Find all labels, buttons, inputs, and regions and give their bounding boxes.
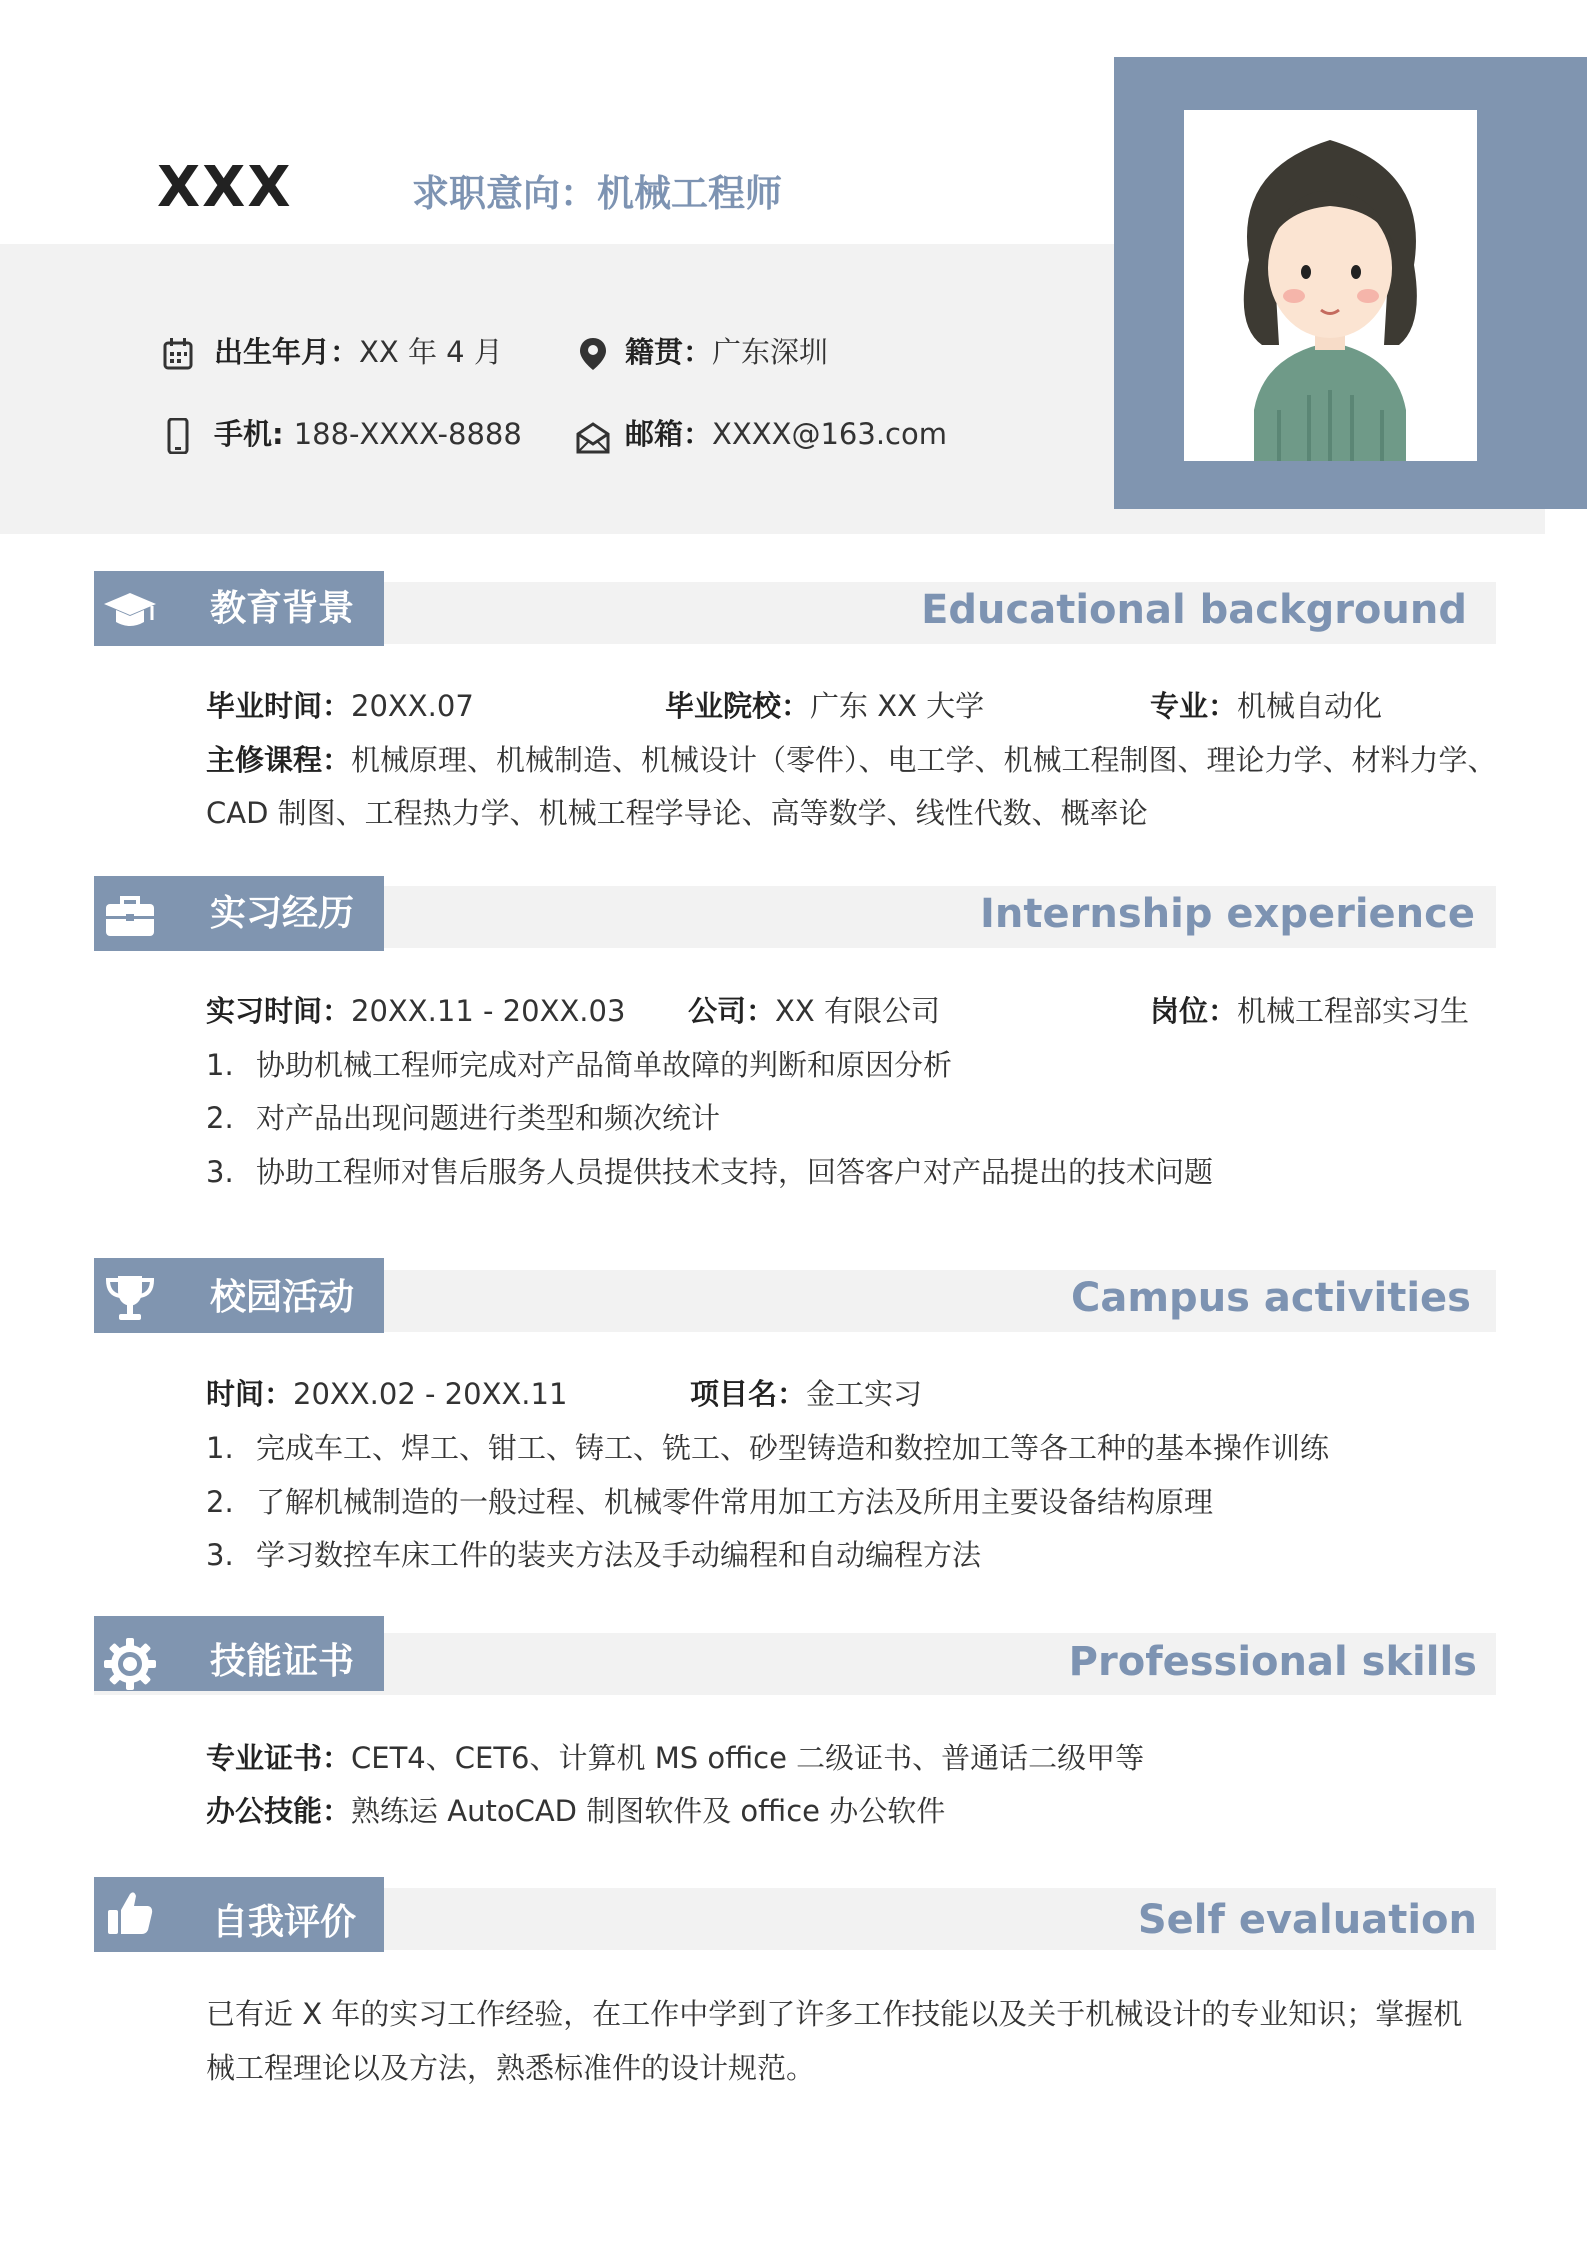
location-pin-icon	[575, 336, 611, 372]
email-value: XXXX@163.com	[712, 417, 947, 451]
email-info	[625, 416, 947, 452]
office-skills-label: 办公技能：	[206, 1794, 352, 1828]
list-item-number: 1.	[206, 1048, 234, 1082]
origin-info	[625, 334, 828, 370]
list-item-number: 2.	[206, 1485, 234, 1519]
list-item-number: 3.	[206, 1155, 234, 1189]
courses-line1: 机械原理、机械制造、机械设计（零件）、电工学、机械工程制图、理论力学、材料力学、	[351, 743, 1497, 777]
self-eval-title: 自我评价	[212, 1902, 357, 1943]
grad-school-label: 毕业院校：	[665, 689, 811, 723]
list-item	[206, 1100, 720, 1136]
campus-time	[206, 1376, 567, 1412]
graduation-cap-icon	[100, 580, 160, 640]
office-skills	[206, 1793, 945, 1829]
intern-time-label: 实习时间：	[206, 994, 352, 1028]
internship-title: 实习经历	[210, 893, 355, 934]
certificates-label: 专业证书：	[206, 1741, 352, 1775]
list-item-number: 3.	[206, 1538, 234, 1572]
list-item	[206, 1537, 981, 1573]
major-label: 专业：	[1150, 689, 1238, 723]
intern-position-value: 机械工程部实习生	[1237, 994, 1470, 1028]
phone-label: 手机:	[214, 417, 294, 451]
campus-project-value: 金工实习	[806, 1377, 923, 1411]
calendar-icon	[160, 336, 196, 372]
list-item-number: 2.	[206, 1101, 234, 1135]
birth-value: XX 年 4 月	[359, 335, 503, 369]
grad-school	[665, 688, 984, 724]
intern-time-value: 20XX.11 - 20XX.03	[351, 994, 626, 1028]
phone-info	[214, 416, 522, 452]
avatar-illustration	[1184, 110, 1477, 461]
internship-title-en: Internship experience	[980, 891, 1475, 937]
list-item-text: 协助机械工程师完成对产品简单故障的判断和原因分析	[256, 1048, 953, 1082]
intern-company-label: 公司：	[688, 994, 776, 1028]
phone-icon	[160, 418, 196, 454]
birth-info	[214, 334, 503, 370]
avatar	[1184, 110, 1477, 461]
origin-value: 广东深圳	[712, 335, 829, 369]
grad-time-label: 毕业时间：	[206, 689, 352, 723]
phone-value: 188-XXXX-8888	[293, 417, 522, 451]
office-skills-value: 熟练运 AutoCAD 制图软件及 office 办公软件	[351, 1794, 946, 1828]
intern-position-label: 岗位：	[1150, 994, 1238, 1028]
list-item-number: 1.	[206, 1431, 234, 1465]
self-eval-text: 已有近 X 年的实习工作经验，在工作中学到了许多工作技能以及关于机械设计的专业知识；掌握机械工程理论以及方法，熟悉标准件的设计规范。	[206, 1997, 1463, 2085]
campus-project-label: 项目名：	[690, 1377, 807, 1411]
major-value: 机械自动化	[1237, 689, 1383, 723]
certificates	[206, 1740, 1144, 1776]
mail-icon	[575, 420, 611, 456]
briefcase-icon	[100, 886, 160, 946]
courses-line2: CAD 制图、工程热力学、机械工程学导论、高等数学、线性代数、概率论	[206, 796, 1148, 830]
list-item	[206, 1484, 1213, 1520]
courses-label: 主修课程：	[206, 743, 352, 777]
intern-time	[206, 993, 625, 1029]
grad-time	[206, 688, 474, 724]
candidate-name: XXX	[157, 155, 293, 220]
campus-time-value: 20XX.02 - 20XX.11	[293, 1377, 568, 1411]
campus-time-label: 时间：	[206, 1377, 294, 1411]
major	[1150, 688, 1382, 724]
list-item-text: 协助工程师对售后服务人员提供技术支持，回答客户对产品提出的技术问题	[256, 1155, 1214, 1189]
origin-label: 籍贯：	[625, 335, 713, 369]
email-label: 邮箱：	[625, 417, 713, 451]
campus-title-en: Campus activities	[1071, 1275, 1471, 1321]
list-item-text: 对产品出现问题进行类型和频次统计	[256, 1101, 721, 1135]
education-title-en: Educational background	[921, 587, 1467, 633]
courses	[206, 742, 1497, 778]
certificates-value: CET4、CET6、计算机 MS office 二级证书、普通话二级甲等	[351, 1741, 1145, 1775]
job-intent	[412, 172, 782, 216]
trophy-icon	[100, 1268, 160, 1328]
list-item-text: 了解机械制造的一般过程、机械零件常用加工方法及所用主要设备结构原理	[256, 1485, 1214, 1519]
list-item	[206, 1154, 1213, 1190]
campus-title: 校园活动	[210, 1277, 355, 1318]
list-item	[206, 1047, 952, 1083]
birth-label: 出生年月：	[214, 335, 360, 369]
list-item	[206, 1430, 1329, 1466]
grad-school-value: 广东 XX 大学	[810, 689, 985, 723]
intern-company	[688, 993, 940, 1029]
list-item-text: 完成车工、焊工、钳工、铸工、铣工、砂型铸造和数控加工等各工种的基本操作训练	[256, 1431, 1330, 1465]
job-intent-label: 求职意向：	[412, 172, 597, 215]
campus-project	[690, 1376, 922, 1412]
intern-position	[1150, 993, 1469, 1029]
skills-title-en: Professional skills	[1068, 1639, 1477, 1685]
skills-title: 技能证书	[210, 1641, 355, 1682]
job-intent-value: 机械工程师	[597, 172, 782, 215]
intern-company-value: XX 有限公司	[775, 994, 940, 1028]
self-eval-title-en: Self evaluation	[1137, 1897, 1477, 1943]
grad-time-value: 20XX.07	[351, 689, 474, 723]
list-item-text: 学习数控车床工件的装夹方法及手动编程和自动编程方法	[256, 1538, 982, 1572]
gear-icon	[100, 1634, 160, 1694]
thumbs-up-icon	[100, 1884, 160, 1944]
education-title: 教育背景	[210, 588, 355, 629]
